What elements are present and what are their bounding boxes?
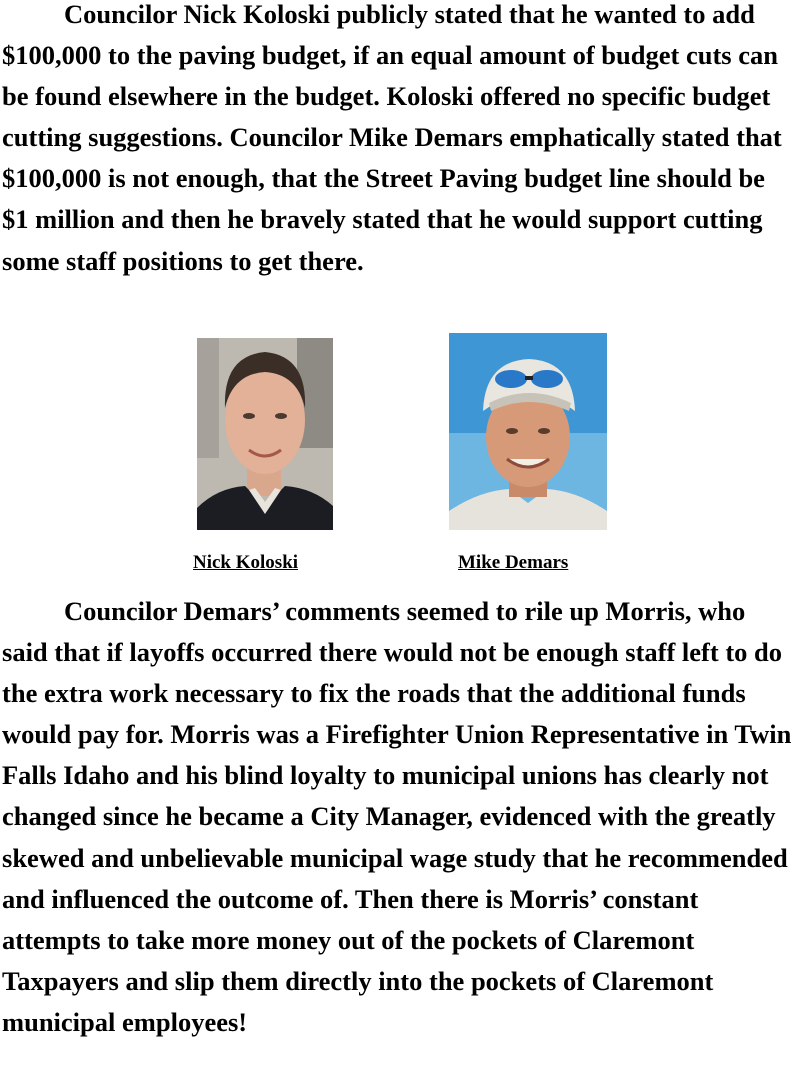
caption-nick-koloski: Nick Koloski xyxy=(193,552,299,573)
caption-mike-demars: Mike Demars xyxy=(458,552,569,573)
portrait-koloski-drawing xyxy=(197,338,333,530)
photo-mike-demars xyxy=(449,333,607,530)
paragraph-koloski-demars: Councilor Nick Koloski publicly stated that he wanted to add $100,000 to the paving budget, if an equal amount of budget cuts can be found elsewhere in the budget. Koloski offered no specific budget cutting suggestions. Councilor Mike Demars emphatically stated that $100,000 is not enough, that the Street Paving budget line should be $1 million and then he bravely stated that he would support cutting some staff positions to get there. xyxy=(2,0,782,276)
portrait-demars-drawing xyxy=(449,333,607,530)
photo-nick-koloski xyxy=(197,338,333,530)
paragraph-morris: Councilor Demars’ comments seemed to rile up Morris, who said that if layoffs occurred there would not be enough staff left to do the extra work necessary to fix the roads that the additional funds would pay for. Morris was a Firefighter Union Representative in Twin Falls Idaho and his blind loyalty to municipal unions has clearly not changed since he became a City Manager, evidenced with the greatly skewed and unbelievable municipal wage study that he recommended and influenced the outcome of. Then there is Morris’ constant attempts to take more money out of the pockets of Claremont Taxpayers and slip them directly into the pockets of Claremont municipal employees! xyxy=(2,596,792,1037)
